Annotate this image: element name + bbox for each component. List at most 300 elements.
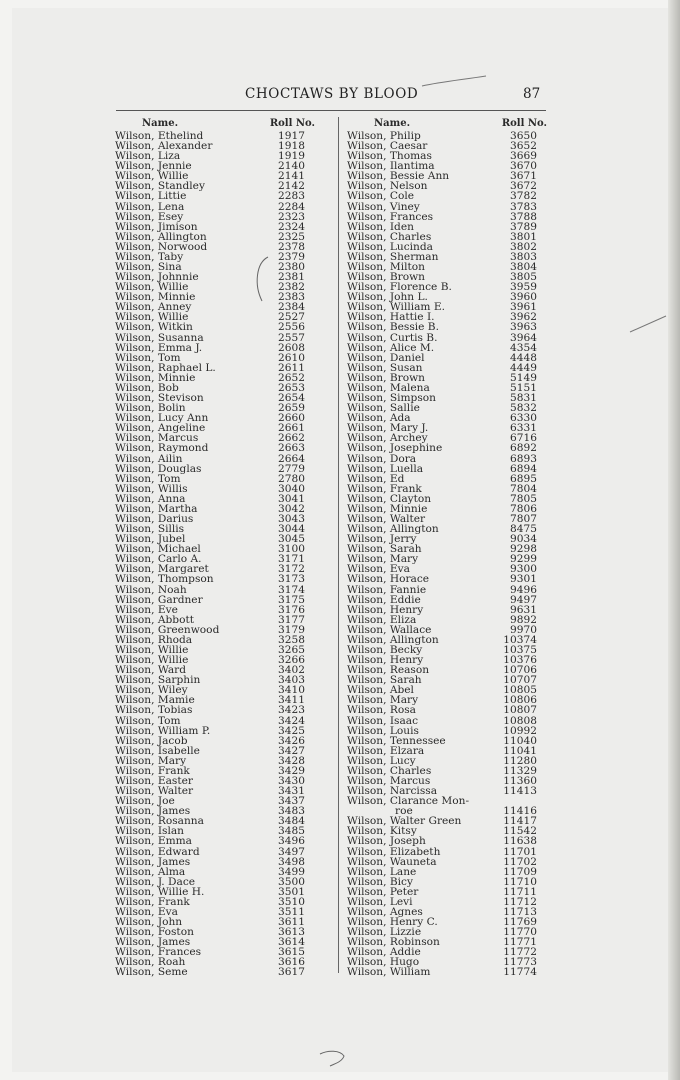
entry-name: Wilson, Littie (115, 190, 187, 203)
entry-name: Wilson, Willie (115, 654, 189, 667)
entry-name: Wilson, Standley (115, 180, 205, 193)
entry-name: Wilson, Sherman (347, 250, 439, 263)
entry-name: Wilson, Ward (115, 664, 186, 677)
entry-name: Wilson, Lucinda (347, 240, 433, 253)
roll-number: 10807 (503, 704, 537, 717)
roll-number: 3652 (510, 140, 537, 153)
roll-number: 2141 (278, 170, 305, 183)
roll-number: 3041 (278, 492, 305, 505)
entry-name: Wilson, John L. (347, 291, 428, 304)
roll-number: 11713 (503, 906, 537, 919)
entry-name: Wilson, Islan (115, 825, 184, 838)
entry-name: Wilson, Tom (115, 472, 181, 485)
entry-name: Wilson, Abel (347, 684, 414, 697)
roll-number: 9298 (510, 543, 537, 556)
roll-number: 3959 (510, 281, 537, 294)
roll-number: 3788 (510, 210, 537, 223)
entry-name: Wilson, Luella (347, 462, 424, 475)
roll-number: 5149 (510, 371, 537, 384)
roll-number: 3511 (278, 906, 305, 919)
roll-number: 10376 (503, 654, 537, 667)
roll-number: 3410 (278, 684, 305, 697)
entry-name: Wilson, Esey (115, 210, 184, 223)
roll-number: 3425 (278, 724, 305, 737)
roll-number: 1918 (278, 140, 305, 153)
entry-name: Wilson, Abbott (115, 613, 194, 626)
roll-number: 3611 (278, 916, 305, 929)
left-column (115, 119, 315, 978)
entry-name: Wilson, Alice M. (347, 341, 435, 354)
roll-number: 3175 (278, 593, 305, 606)
entry-name: Wilson, Alma (115, 865, 186, 878)
roll-number: 3172 (278, 563, 305, 576)
roll-number: 3424 (278, 714, 305, 727)
roll-number: 6892 (510, 442, 537, 455)
roll-number: 2380 (278, 261, 305, 274)
entry-name: Wilson, John (115, 916, 183, 929)
entry-name: Wilson, Lucy (347, 754, 416, 767)
roll-number: 2384 (278, 301, 305, 314)
entry-name: Wilson, Jimison (115, 220, 198, 233)
roll-number: 10805 (503, 684, 537, 697)
entry-name: Wilson, Wallace (347, 623, 432, 636)
roll-number: 2653 (278, 381, 305, 394)
roll-number: 2662 (278, 432, 305, 445)
entry-name: Wilson, Mary (347, 553, 419, 566)
entry-name: Wilson, Tennessee (347, 734, 446, 747)
roll-number: 3266 (278, 654, 305, 667)
roll-number: 3428 (278, 754, 305, 767)
roll-number: 3510 (278, 895, 305, 908)
entry-name: Wilson, Emma J. (115, 341, 203, 354)
roll-number: 10374 (503, 633, 537, 646)
roll-number: 11413 (503, 785, 537, 798)
roll-number: 9300 (510, 563, 537, 576)
roll-number: 11040 (503, 734, 537, 747)
roll-number: 11542 (503, 825, 537, 838)
entry-name: Wilson, Reason (347, 664, 430, 677)
entry-name: Wilson, Elzara (347, 744, 425, 757)
roll-number: 2378 (278, 240, 305, 253)
roll-number: 7807 (510, 512, 537, 525)
page-number: 87 (523, 86, 541, 102)
list-item (115, 443, 315, 453)
entry-name: Wilson, Tom (115, 351, 181, 364)
roll-number: 3498 (278, 855, 305, 868)
roll-number: 9301 (510, 573, 537, 586)
entry-name: Wilson, Susan (347, 361, 423, 374)
entry-name: Wilson, Roah (115, 956, 186, 969)
entry-name: Wilson, Michael (115, 543, 201, 556)
entry-name: Wilson, James (115, 855, 191, 868)
entry-name: Wilson, Lane (347, 865, 417, 878)
entry-name: Wilson, Becky (347, 643, 423, 656)
roll-number: 2379 (278, 250, 305, 263)
entry-name: Wilson, Minnie (347, 502, 428, 515)
entry-name: Wilson, Brown (347, 271, 425, 284)
list-item (115, 574, 315, 584)
roll-number: 6330 (510, 412, 537, 425)
roll-number: 3805 (510, 271, 537, 284)
entry-name: Wilson, William E. (347, 301, 445, 314)
roll-number: 2556 (278, 321, 305, 334)
entry-name: Wilson, Horace (347, 573, 430, 586)
entry-name: Wilson, Addie (347, 946, 421, 959)
roll-number: 2142 (278, 180, 305, 193)
roll-number: 2654 (278, 392, 305, 405)
entry-name: Wilson, Willis (115, 482, 188, 495)
roll-number: 3179 (278, 623, 305, 636)
list-item (115, 967, 315, 977)
entry-name: Wilson, Levi (347, 895, 413, 908)
roll-number: 11771 (503, 936, 537, 949)
roll-number: 3670 (510, 160, 537, 173)
roll-number: 3615 (278, 946, 305, 959)
entry-name: Wilson, Sarphin (115, 674, 201, 687)
roll-number: 9892 (510, 613, 537, 626)
entry-name: Wilson, Narcissa (347, 785, 438, 798)
roll-number: 11710 (503, 875, 537, 888)
entry-name: Wilson, Sina (115, 261, 182, 274)
roll-number: 10806 (503, 694, 537, 707)
roll-number: 11773 (503, 956, 537, 969)
roll-number: 3431 (278, 785, 305, 798)
entry-name: Wilson, Noah (115, 583, 187, 596)
entry-name: Wilson, James (115, 936, 191, 949)
entry-name: Wilson, Simpson (347, 392, 436, 405)
entry-name: Wilson, Jerry (347, 533, 417, 546)
roll-number: 10707 (503, 674, 537, 687)
entry-name: Wilson, Wiley (115, 684, 188, 697)
roll-number: 3423 (278, 704, 305, 717)
entry-name: Wilson, Sallie (347, 402, 420, 415)
entry-name: Wilson, Bolin (115, 402, 186, 415)
entry-name: Wilson, Eddie (347, 593, 421, 606)
roll-number: 11638 (503, 835, 537, 848)
entry-name: Wilson, Bessie B. (347, 321, 439, 334)
entry-name: Wilson, Lena (115, 200, 185, 213)
roll-number: 11711 (503, 885, 537, 898)
roll-number: 3044 (278, 523, 305, 536)
roll-number: 2652 (278, 371, 305, 384)
roll-number: 2283 (278, 190, 305, 203)
entry-name: Wilson, Ada (347, 412, 411, 425)
entry-name: Wilson, Caesar (347, 140, 428, 153)
page-header (0, 86, 680, 106)
entry-name: Wilson, Frank (115, 895, 190, 908)
roll-number: 3483 (278, 805, 305, 818)
entry-name: Wilson, Anna (115, 492, 186, 505)
entry-name: Wilson, Witkin (115, 321, 193, 334)
roll-number: 4448 (510, 351, 537, 364)
roll-number: 9299 (510, 553, 537, 566)
entry-name: roe (395, 805, 413, 818)
entry-name: Wilson, Henry (347, 603, 424, 616)
roll-number: 11709 (503, 865, 537, 878)
list-item (347, 443, 547, 453)
entry-name: Wilson, Joe (115, 795, 175, 808)
roll-number: 11770 (503, 926, 537, 939)
entry-name: Wilson, Ailin (115, 452, 183, 465)
roll-number: 3617 (278, 966, 305, 979)
roll-number: 2140 (278, 160, 305, 173)
column-divider (338, 117, 339, 973)
roll-number: 2325 (278, 230, 305, 243)
entry-name: Wilson, Agnes (347, 906, 423, 919)
roll-number: 11772 (503, 946, 537, 959)
roll-number: 3964 (510, 331, 537, 344)
entry-name: Wilson, Bessie Ann (347, 170, 450, 183)
entry-name: Wilson, Archey (347, 432, 428, 445)
roll-number: 3801 (510, 230, 537, 243)
entry-name: Wilson, Ed (347, 472, 405, 485)
roll-number: 3497 (278, 845, 305, 858)
roll-number: 2663 (278, 442, 305, 455)
entry-name: Wilson, Frank (115, 764, 190, 777)
roll-number: 6893 (510, 452, 537, 465)
entry-name: Wilson, Nelson (347, 180, 428, 193)
entry-name: Wilson, Lucy Ann (115, 412, 209, 425)
entry-name: Wilson, Ilantima (347, 160, 435, 173)
roll-number: 9497 (510, 593, 537, 606)
entry-name: Wilson, Charles (347, 764, 432, 777)
roll-number: 9631 (510, 603, 537, 616)
roll-number: 3616 (278, 956, 305, 969)
roll-number: 6331 (510, 422, 537, 435)
roll-number: 3437 (278, 795, 305, 808)
entry-name: Wilson, Fannie (347, 583, 427, 596)
entry-name: Wilson, Walter (347, 512, 426, 525)
roll-number: 3485 (278, 825, 305, 838)
roll-number: 3173 (278, 573, 305, 586)
roll-number: 6895 (510, 472, 537, 485)
roll-number: 11280 (503, 754, 537, 767)
entry-name: Wilson, Tobias (115, 704, 193, 717)
entry-name: Wilson, Rosa (347, 704, 416, 717)
roll-number: 3614 (278, 936, 305, 949)
roll-number: 3171 (278, 553, 305, 566)
roll-number: 3803 (510, 250, 537, 263)
roll-number: 3963 (510, 321, 537, 334)
roll-header: Roll No. (269, 118, 315, 129)
roll-number: 9496 (510, 583, 537, 596)
entry-name: Wilson, Robinson (347, 936, 440, 949)
entry-name: Wilson, Bicy (347, 875, 413, 888)
entry-name: Wilson, Daniel (347, 351, 425, 364)
roll-number: 3782 (510, 190, 537, 203)
entry-name: Wilson, Raphael L. (115, 361, 216, 374)
name-header: Name. (142, 118, 179, 129)
roll-number: 11774 (503, 966, 537, 979)
roll-number: 5831 (510, 392, 537, 405)
roll-number: 2323 (278, 210, 305, 223)
entry-name: Wilson, Mary (115, 754, 187, 767)
entry-name: Wilson, Greenwood (115, 623, 220, 636)
entry-name: Wilson, Clarance Mon- (347, 795, 470, 808)
roll-number: 2660 (278, 412, 305, 425)
entry-name: Wilson, Jubel (115, 533, 186, 546)
roll-number: 3043 (278, 512, 305, 525)
entry-name: Wilson, Jennie (115, 160, 192, 173)
list-item (347, 574, 547, 584)
roll-number: 3426 (278, 734, 305, 747)
entry-name: Wilson, Seme (115, 966, 188, 979)
roll-number: 2610 (278, 351, 305, 364)
roll-number: 3802 (510, 240, 537, 253)
right-column (347, 119, 547, 978)
entry-name: Wilson, Kitsy (347, 825, 417, 838)
name-header: Name. (374, 118, 411, 129)
roll-number: 9034 (510, 533, 537, 546)
entry-name: Wilson, Henry C. (347, 916, 438, 929)
roll-number: 3411 (278, 694, 305, 707)
entry-name: Wilson, Walter Green (347, 815, 462, 828)
roll-number: 3040 (278, 482, 305, 495)
roll-number: 3100 (278, 543, 305, 556)
entry-name: Wilson, Hattie I. (347, 311, 435, 324)
roll-number: 2383 (278, 291, 305, 304)
entry-name: Wilson, Willie (115, 311, 189, 324)
entry-name: Wilson, Darius (115, 512, 194, 525)
entry-name: Wilson, Sarah (347, 543, 422, 556)
entry-name: Wilson, Rhoda (115, 633, 193, 646)
roll-number: 2659 (278, 402, 305, 415)
roll-number: 3671 (510, 170, 537, 183)
entry-name: Wilson, Minnie (115, 291, 196, 304)
roll-number: 2382 (278, 281, 305, 294)
roll-number: 5832 (510, 402, 537, 415)
roll-number: 1917 (278, 130, 305, 142)
roll-number: 3500 (278, 875, 305, 888)
entry-name: Wilson, Taby (115, 250, 184, 263)
roll-number: 3427 (278, 744, 305, 757)
entry-name: Wilson, Viney (347, 200, 420, 213)
entry-name: Wilson, Allington (347, 523, 439, 536)
entry-name: Wilson, Elizabeth (347, 845, 441, 858)
entry-name: Wilson, Ethelind (115, 130, 204, 142)
entry-name: Wilson, Allington (347, 633, 439, 646)
roll-number: 3501 (278, 885, 305, 898)
entry-name: Wilson, William P. (115, 724, 211, 737)
entry-name: Wilson, Carlo A. (115, 553, 202, 566)
roll-number: 2527 (278, 311, 305, 324)
entry-name: Wilson, Angeline (115, 422, 206, 435)
left-rows (115, 131, 315, 978)
entry-name: Wilson, Thomas (347, 150, 432, 163)
roll-number: 3672 (510, 180, 537, 193)
roll-number: 3789 (510, 220, 537, 233)
entry-name: Wilson, Isabelle (115, 744, 200, 757)
entry-name: Wilson, Martha (115, 502, 198, 515)
roll-number: 3174 (278, 583, 305, 596)
entry-name: Wilson, Jacob (115, 734, 188, 747)
entry-name: Wilson, Dora (347, 452, 417, 465)
entry-name: Wilson, Wauneta (347, 855, 437, 868)
entry-name: Wilson, Willie H. (115, 885, 205, 898)
entry-name: Wilson, Susanna (115, 331, 204, 344)
roll-number: 7804 (510, 482, 537, 495)
roll-number: 3650 (510, 130, 537, 142)
roll-number: 9970 (510, 623, 537, 636)
roll-number: 2664 (278, 452, 305, 465)
roll-number: 2779 (278, 462, 305, 475)
entry-name: Wilson, Eliza (347, 613, 417, 626)
entry-name: Wilson, Peter (347, 885, 419, 898)
entry-name: Wilson, Thompson (115, 573, 214, 586)
entry-name: Wilson, Easter (115, 775, 193, 787)
entry-name: Wilson, Walter (115, 785, 194, 798)
roll-number: 11712 (503, 895, 537, 908)
entry-name: Wilson, Charles (347, 230, 432, 243)
entry-name: Wilson, Rosanna (115, 815, 204, 828)
entry-name: Wilson, J. Dace (115, 875, 196, 888)
roll-number: 4449 (510, 361, 537, 374)
roll-header: Roll No. (501, 118, 547, 129)
document-page (12, 8, 670, 1072)
roll-number: 3430 (278, 775, 305, 787)
roll-number: 3783 (510, 200, 537, 213)
entry-name: Wilson, Willie (115, 643, 189, 656)
entry-name: Wilson, Johnnie (115, 271, 199, 284)
roll-number: 10706 (503, 664, 537, 677)
entry-name: Wilson, Anney (115, 301, 192, 314)
entry-name: Wilson, Willie (115, 281, 189, 294)
entry-name: Wilson, Lizzie (347, 926, 422, 939)
entry-name: Wilson, Mary J. (347, 422, 429, 435)
entry-name: Wilson, Edward (115, 845, 200, 858)
roll-number: 2780 (278, 472, 305, 485)
entry-name: Wilson, Cole (347, 190, 414, 203)
roll-number: 3960 (510, 291, 537, 304)
roll-number: 1919 (278, 150, 305, 163)
roll-number: 2611 (278, 361, 305, 374)
roll-number: 11360 (503, 775, 537, 787)
roll-number: 4354 (510, 341, 537, 354)
entry-name: Wilson, Isaac (347, 714, 419, 727)
roll-number: 3496 (278, 835, 305, 848)
entry-name: Wilson, Liza (115, 150, 181, 163)
roll-number: 2324 (278, 220, 305, 233)
entry-name: Wilson, Eva (115, 906, 178, 919)
entry-name: Wilson, Iden (347, 220, 414, 233)
roll-number: 3429 (278, 764, 305, 777)
entry-name: Wilson, Josephine (347, 442, 443, 455)
entry-name: Wilson, Eva (347, 563, 410, 576)
entry-name: Wilson, Gardner (115, 593, 203, 606)
entry-name: Wilson, Allington (115, 230, 207, 243)
roll-number: 3265 (278, 643, 305, 656)
roll-number: 11329 (503, 764, 537, 777)
entry-name: Wilson, Margaret (115, 563, 209, 576)
entry-name: Wilson, Marcus (115, 432, 199, 445)
roll-number: 11041 (503, 744, 537, 757)
entry-name: Wilson, Stevison (115, 392, 204, 405)
roll-number: 6716 (510, 432, 537, 445)
roll-number: 3669 (510, 150, 537, 163)
roll-number: 3961 (510, 301, 537, 314)
roll-number: 7805 (510, 492, 537, 505)
entry-name: Wilson, Tom (115, 714, 181, 727)
entry-name: Wilson, Louis (347, 724, 419, 737)
roll-number: 3484 (278, 815, 305, 828)
entry-name: Wilson, Marcus (347, 775, 431, 787)
roll-number: 11416 (503, 805, 537, 818)
page-edge (668, 0, 680, 1080)
entry-name: Wilson, Bob (115, 381, 179, 394)
roll-number: 8475 (510, 523, 537, 536)
header-rule (116, 110, 546, 111)
roll-number: 10992 (503, 724, 537, 737)
